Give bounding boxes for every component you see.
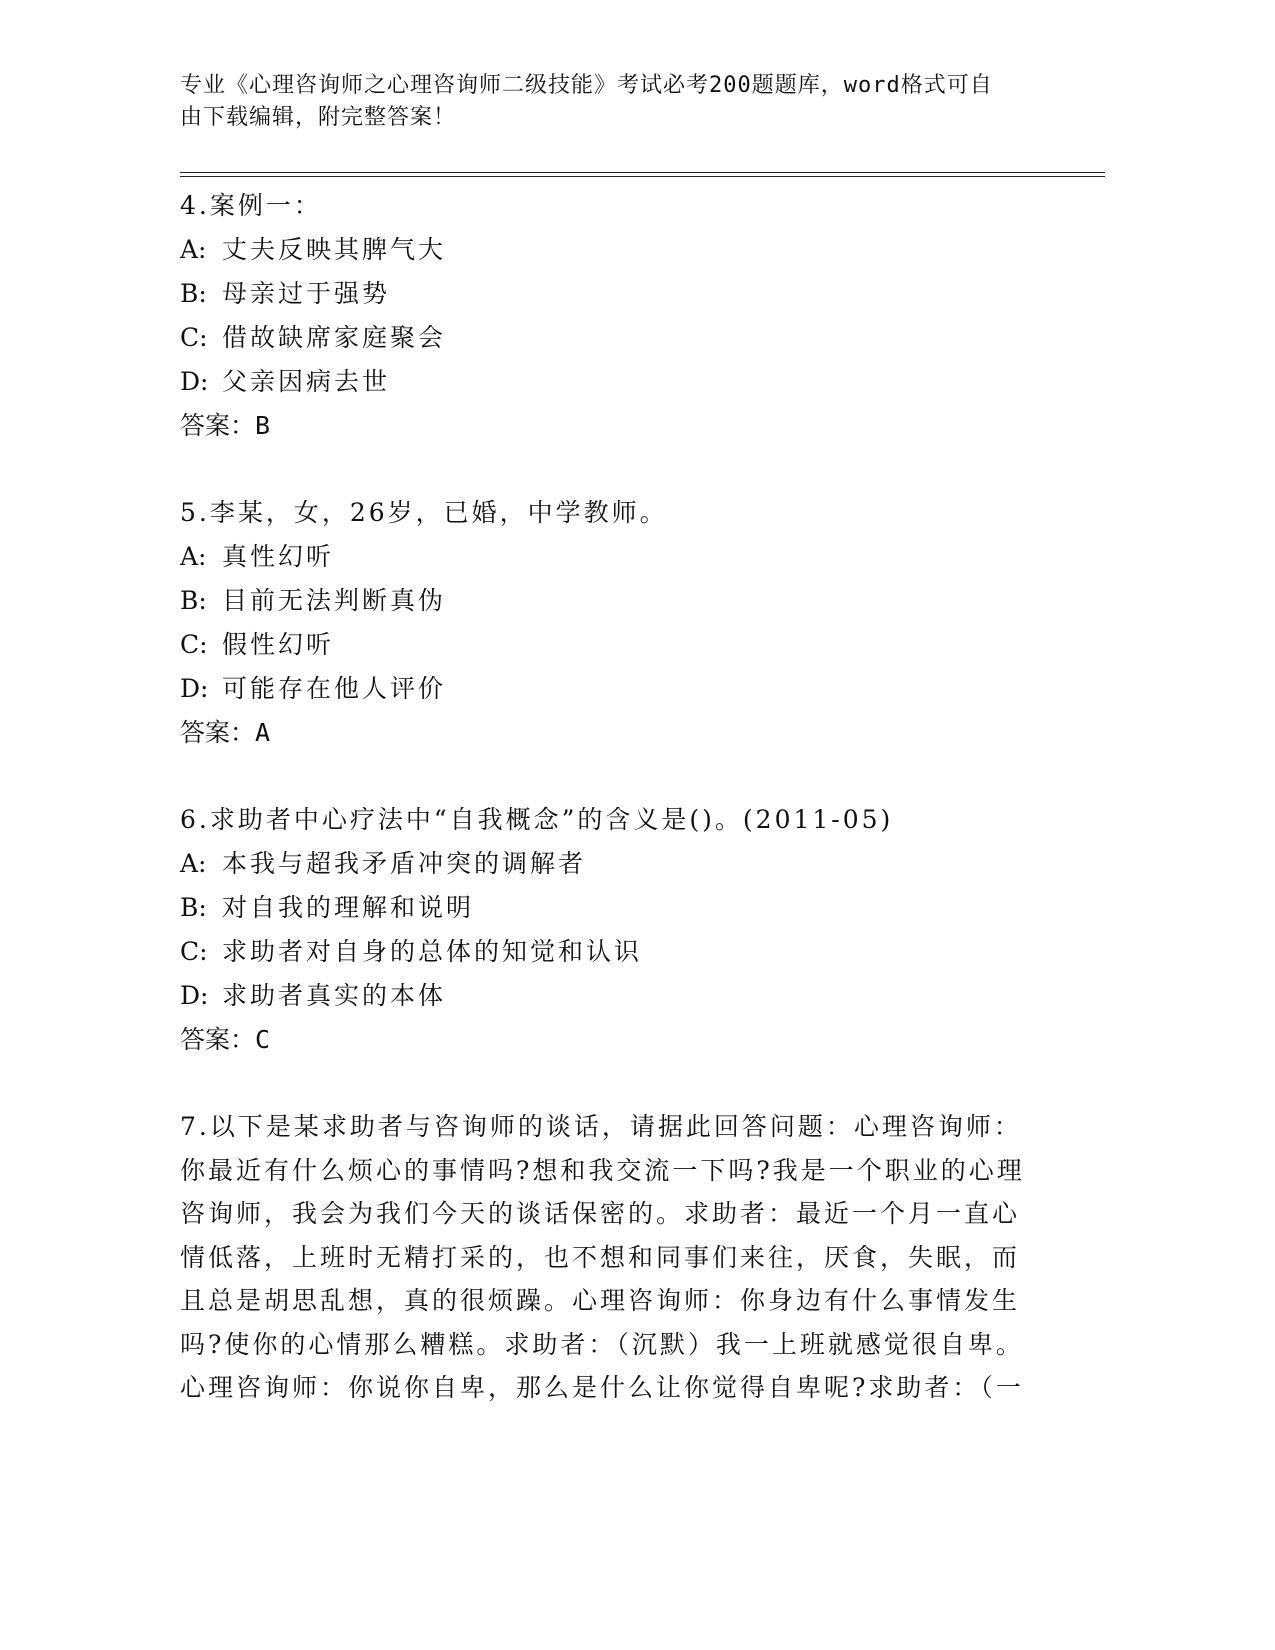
option-letter: B: xyxy=(180,893,207,922)
answer-value: A xyxy=(255,718,271,747)
paragraph-line: 吗?使你的心情那么糟糕。求助者：（沉默）我一上班就感觉很自卑。 xyxy=(180,1329,1024,1359)
paragraph-line: 咨询师，我会为我们今天的谈话保密的。求助者：最近一个月一直心 xyxy=(180,1199,1021,1228)
option-a xyxy=(180,842,1040,886)
option-a xyxy=(180,228,1040,272)
answer-value: C xyxy=(255,1025,271,1054)
option-letter: A: xyxy=(180,235,207,264)
option-letter: B: xyxy=(180,279,207,308)
question-title: 4.案例一： xyxy=(180,191,322,220)
answer-line xyxy=(180,711,1040,755)
paragraph-line: 且总是胡思乱想，真的很烦躁。心理咨询师：你身边有什么事情发生 xyxy=(180,1286,1021,1315)
option-text: 对自我的理解和说明 xyxy=(222,893,475,922)
question-4 xyxy=(180,184,1040,448)
header-divider-top xyxy=(180,172,1105,173)
option-b xyxy=(180,579,1040,623)
option-b xyxy=(180,886,1040,930)
option-text: 真性幻听 xyxy=(222,542,335,571)
option-letter: A: xyxy=(180,542,207,571)
option-c xyxy=(180,316,1040,360)
option-letter: C: xyxy=(180,630,208,659)
option-text: 目前无法判断真伪 xyxy=(222,586,447,615)
question-7 xyxy=(180,1105,1030,1410)
paragraph-line: 情低落，上班时无精打采的，也不想和同事们来往，厌食，失眠，而 xyxy=(180,1242,1021,1272)
option-letter: B: xyxy=(180,586,207,615)
option-text: 借故缺席家庭聚会 xyxy=(222,323,447,352)
answer-label: 答案： xyxy=(180,718,256,747)
option-text: 假性幻听 xyxy=(222,630,335,659)
question-title: 6.求助者中心疗法中“自我概念”的含义是()。(2011-05) xyxy=(180,805,894,834)
option-letter: C: xyxy=(180,937,208,966)
header-line-1: 专业《心理咨询师之心理咨询师二级技能》考试必考200题题库，word格式可自 xyxy=(180,73,993,98)
paragraph-line: 心理咨询师：你说你自卑，那么是什么让你觉得自卑呢?求助者：（一 xyxy=(180,1373,1024,1402)
option-text: 求助者真实的本体 xyxy=(222,981,447,1010)
option-text: 父亲因病去世 xyxy=(222,367,391,396)
answer-label: 答案： xyxy=(180,1025,256,1054)
option-a xyxy=(180,535,1040,579)
option-text: 可能存在他人评价 xyxy=(222,674,447,703)
header-line-2: 由下载编辑，附完整答案！ xyxy=(180,105,457,130)
answer-line xyxy=(180,1018,1040,1062)
option-c xyxy=(180,930,1040,974)
option-d xyxy=(180,667,1040,711)
option-letter: D: xyxy=(180,981,209,1010)
option-text: 本我与超我矛盾冲突的调解者 xyxy=(222,849,587,878)
question-list xyxy=(180,184,1040,1410)
question-6 xyxy=(180,798,1040,1062)
document-header xyxy=(180,70,1040,134)
header-divider-bottom xyxy=(180,176,1105,177)
option-c xyxy=(180,623,1040,667)
option-letter: D: xyxy=(180,367,209,396)
paragraph-line: 你最近有什么烦心的事情吗?想和我交流一下吗?我是一个职业的心理 xyxy=(180,1155,1025,1185)
answer-label: 答案： xyxy=(180,411,256,440)
option-text: 丈夫反映其脾气大 xyxy=(222,235,447,264)
question-5 xyxy=(180,491,1040,755)
answer-value: B xyxy=(255,411,271,440)
paragraph-line: 7.以下是某求助者与咨询师的谈话，请据此回答问题：心理咨询师： xyxy=(180,1112,1022,1141)
question-title: 5.李某，女，26岁，已婚，中学教师。 xyxy=(180,498,668,527)
option-d xyxy=(180,360,1040,404)
option-text: 求助者对自身的总体的知觉和认识 xyxy=(222,937,643,966)
option-letter: A: xyxy=(180,849,207,878)
answer-line xyxy=(180,404,1040,448)
option-letter: C: xyxy=(180,323,208,352)
option-letter: D: xyxy=(180,674,209,703)
option-d xyxy=(180,974,1040,1018)
option-text: 母亲过于强势 xyxy=(222,279,391,308)
option-b xyxy=(180,272,1040,316)
